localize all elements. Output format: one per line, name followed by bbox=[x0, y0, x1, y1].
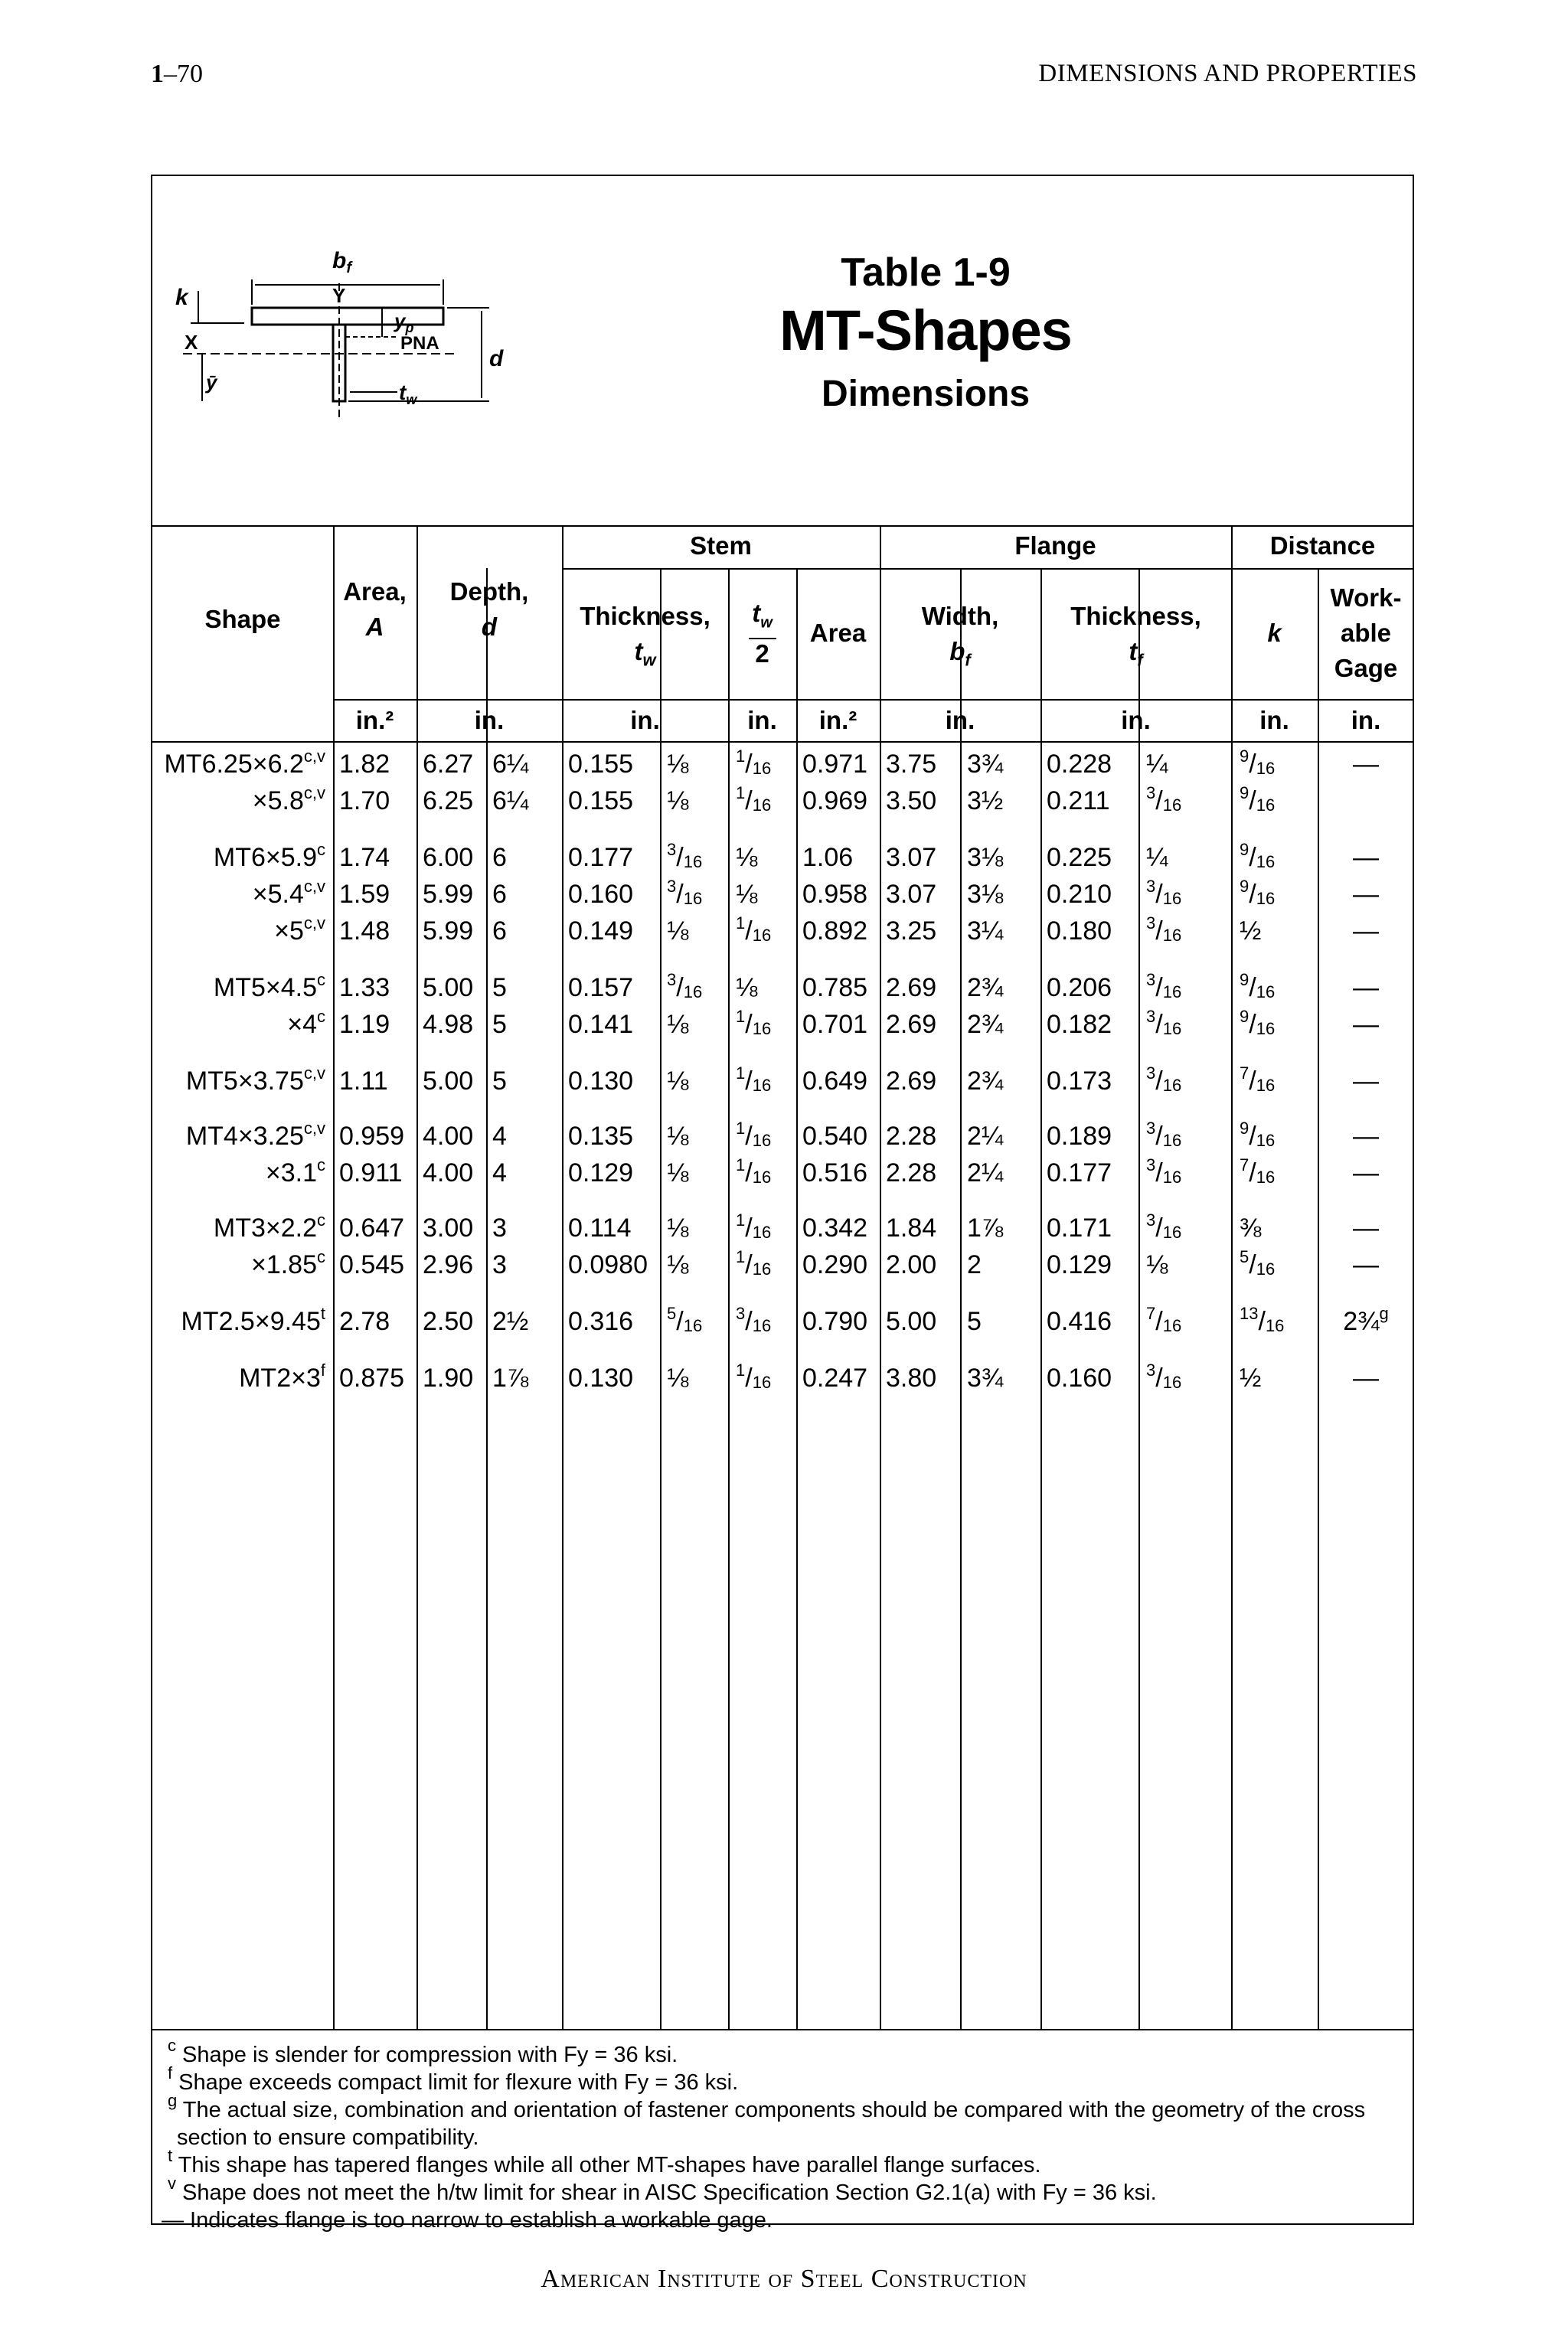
cell-k: $^7/_{16}$ bbox=[1240, 1063, 1276, 1096]
cell-k: ⅜ bbox=[1240, 1214, 1262, 1243]
cell-gage: 2¾$^g$ bbox=[1343, 1304, 1389, 1336]
cell-area: 0.785 bbox=[802, 973, 868, 1002]
cell-bff: 3¼ bbox=[967, 916, 1004, 946]
cell-A: 1.59 bbox=[339, 880, 390, 909]
cell-k: ½ bbox=[1240, 916, 1262, 946]
cell-twf: ⅛ bbox=[667, 1067, 689, 1096]
cell-twf: $^3/_{16}$ bbox=[667, 840, 703, 872]
cell-tff: $^3/_{16}$ bbox=[1146, 970, 1182, 1002]
shape-designation: $\times 4^c$ bbox=[287, 1007, 325, 1039]
page-header bbox=[151, 60, 1417, 90]
cell-twf: $^3/_{16}$ bbox=[667, 970, 703, 1002]
cell-gage: — bbox=[1353, 1214, 1379, 1243]
cell-tw2: $^1/_{16}$ bbox=[736, 1247, 772, 1279]
cell-A: 0.959 bbox=[339, 1122, 405, 1151]
cell-tff: $^3/_{16}$ bbox=[1146, 1155, 1182, 1187]
cell-A: 1.70 bbox=[339, 786, 390, 815]
unit-area: in.² bbox=[355, 706, 394, 734]
cell-df: 6 bbox=[492, 916, 507, 946]
cell-bf: 2.69 bbox=[886, 1010, 937, 1039]
cell-tf: 0.171 bbox=[1047, 1214, 1112, 1243]
cell-tw2: $^1/_{16}$ bbox=[736, 783, 772, 815]
cell-d: 3.00 bbox=[423, 1214, 474, 1243]
cell-area: 0.971 bbox=[802, 750, 868, 779]
cell-bf: 3.07 bbox=[886, 880, 937, 909]
cell-d: 1.90 bbox=[423, 1364, 474, 1393]
d-label: d bbox=[489, 346, 504, 371]
unit-tw2: in. bbox=[747, 706, 777, 734]
table-titles bbox=[581, 250, 1270, 423]
section-title: DIMENSIONS AND PROPERTIES bbox=[1038, 60, 1417, 87]
cell-tff: $^3/_{16}$ bbox=[1146, 913, 1182, 946]
shape-designation: $MT4\times 3.25^{c,v}$ bbox=[185, 1119, 325, 1151]
shape-designation: $MT2\times 3^f$ bbox=[239, 1361, 325, 1393]
footnote: — Indicates flange is too narrow to establish a workable gage. bbox=[162, 2208, 773, 2233]
cell-gage: — bbox=[1353, 750, 1379, 779]
page-number: 1–70 bbox=[151, 60, 203, 88]
cell-bff: 2¾ bbox=[967, 1010, 1004, 1039]
cell-tf: 0.173 bbox=[1047, 1067, 1112, 1096]
unit-stem-area: in.² bbox=[818, 706, 858, 734]
cell-tw: 0.149 bbox=[568, 916, 634, 946]
cell-tw: 0.114 bbox=[568, 1214, 632, 1243]
cell-df: 5 bbox=[492, 1067, 507, 1096]
shape-designation: MT5×4.5$^c$ bbox=[213, 970, 325, 1002]
cell-A: 0.911 bbox=[339, 1158, 403, 1187]
cell-bff: 3⅛ bbox=[967, 880, 1004, 909]
cell-bff: 3¾ bbox=[967, 1364, 1004, 1393]
cell-df: 6 bbox=[492, 843, 507, 872]
cell-A: 0.647 bbox=[339, 1214, 405, 1243]
cell-df: 6¼ bbox=[492, 786, 529, 815]
cell-d: 4.98 bbox=[423, 1010, 474, 1039]
header-flange: Flange bbox=[1014, 531, 1096, 560]
cell-k: ½ bbox=[1240, 1364, 1262, 1393]
cell-area: 0.290 bbox=[802, 1250, 868, 1279]
cell-k: $^9/_{16}$ bbox=[1240, 783, 1276, 815]
table-frame bbox=[151, 175, 1414, 2233]
cell-bff: 2¾ bbox=[967, 973, 1004, 1002]
cell-twf: ⅛ bbox=[667, 786, 689, 815]
yp-label: $y_p$ bbox=[394, 309, 414, 335]
cell-k: $^9/_{16}$ bbox=[1240, 746, 1276, 779]
cell-k: $^9/_{16}$ bbox=[1240, 1007, 1276, 1039]
cell-A: 1.19 bbox=[339, 1010, 390, 1039]
cell-tw2: $^1/_{16}$ bbox=[736, 1210, 772, 1243]
cell-df: 4 bbox=[492, 1122, 507, 1151]
shape-designation: MT3×2.2$^c$ bbox=[213, 1210, 325, 1243]
cell-area: 0.892 bbox=[802, 916, 868, 946]
cell-area: 0.958 bbox=[802, 880, 868, 909]
cell-A: 1.82 bbox=[339, 750, 390, 779]
cell-area: 1.06 bbox=[802, 843, 854, 872]
cell-bf: 3.80 bbox=[886, 1364, 937, 1393]
header-k: k bbox=[1267, 619, 1282, 647]
cell-A: 1.48 bbox=[339, 916, 390, 946]
cell-gage: — bbox=[1353, 1067, 1379, 1096]
cell-tw2: $^3/_{16}$ bbox=[736, 1304, 772, 1336]
cell-tw2: ⅛ bbox=[736, 843, 758, 872]
cell-gage: — bbox=[1353, 1010, 1379, 1039]
cell-d: 4.00 bbox=[423, 1122, 474, 1151]
mt-shape-diagram bbox=[168, 237, 566, 436]
cell-bff: 5 bbox=[967, 1307, 982, 1336]
cell-twf: $^3/_{16}$ bbox=[667, 877, 703, 909]
cell-gage: — bbox=[1353, 973, 1379, 1002]
cell-d: 6.00 bbox=[423, 843, 474, 872]
cell-bf: 2.69 bbox=[886, 973, 937, 1002]
header-shape: Shape bbox=[204, 605, 281, 633]
cell-tw: 0.155 bbox=[568, 750, 634, 779]
header-stem-thickness: Thickness, $t_w$ bbox=[580, 602, 710, 670]
cell-twf: ⅛ bbox=[667, 750, 689, 779]
cell-A: 1.74 bbox=[339, 843, 390, 872]
header-flange-width: Width, $b_f$ bbox=[921, 602, 999, 670]
cell-A: 1.11 bbox=[339, 1067, 388, 1096]
cell-tw2: $^1/_{16}$ bbox=[736, 1155, 772, 1187]
cell-d: 2.50 bbox=[423, 1307, 474, 1336]
cell-bff: 2¾ bbox=[967, 1067, 1004, 1096]
cell-bff: 3½ bbox=[967, 786, 1004, 815]
cell-tf: 0.206 bbox=[1047, 973, 1112, 1002]
cell-d: 6.25 bbox=[423, 786, 474, 815]
cell-tw2: $^1/_{16}$ bbox=[736, 1119, 772, 1151]
k-label: k bbox=[175, 285, 188, 310]
header-stem-area: Area bbox=[809, 619, 867, 647]
cell-gage: — bbox=[1353, 1158, 1379, 1187]
unit-stem-thickness: in. bbox=[630, 706, 660, 734]
cell-tff: ¼ bbox=[1146, 843, 1168, 872]
cell-df: 5 bbox=[492, 1010, 507, 1039]
cell-tw: 0.155 bbox=[568, 786, 634, 815]
cell-bff: 2 bbox=[967, 1250, 982, 1279]
cell-df: 1⅞ bbox=[492, 1364, 529, 1393]
cell-tff: $^3/_{16}$ bbox=[1146, 1007, 1182, 1039]
cell-A: 1.33 bbox=[339, 973, 390, 1002]
cell-A: 0.545 bbox=[339, 1250, 405, 1279]
cell-bf: 3.75 bbox=[886, 750, 937, 779]
cell-bf: 1.84 bbox=[886, 1214, 937, 1243]
cell-tf: 0.210 bbox=[1047, 880, 1112, 909]
shape-designation: $\times 5.4^{c,v}$ bbox=[252, 877, 325, 909]
cell-tw: 0.130 bbox=[568, 1067, 634, 1096]
cell-tf: 0.177 bbox=[1047, 1158, 1112, 1187]
cell-tw: 0.177 bbox=[568, 843, 634, 872]
header-area: Area, A bbox=[343, 577, 407, 641]
shape-designation: $\times 5.8^{c,v}$ bbox=[252, 783, 325, 815]
cell-k: $^9/_{16}$ bbox=[1240, 1119, 1276, 1151]
cell-tff: $^3/_{16}$ bbox=[1146, 1063, 1182, 1096]
shape-designation: $MT6.25\times 6.2^{c,v}$ bbox=[164, 746, 325, 779]
cell-d: 5.99 bbox=[423, 916, 474, 946]
footnote: $^v$ Shape does not meet the h/tw limit for shear in AISC Specification Section G2.1(a) with Fy = 36 ksi. bbox=[168, 2174, 1157, 2205]
cell-bf: 3.25 bbox=[886, 916, 937, 946]
cell-twf: ⅛ bbox=[667, 1250, 689, 1279]
cell-tff: $^3/_{16}$ bbox=[1146, 1361, 1182, 1393]
cell-area: 0.701 bbox=[802, 1010, 868, 1039]
cell-twf: ⅛ bbox=[667, 1122, 689, 1151]
cell-k: $^9/_{16}$ bbox=[1240, 877, 1276, 909]
table-name: MT-Shapes bbox=[779, 299, 1072, 362]
ybar-label: ȳ bbox=[206, 371, 217, 394]
header-depth: Depth, d bbox=[449, 577, 529, 641]
footnote: $^f$ Shape exceeds compact limit for flexure with Fy = 36 ksi. bbox=[168, 2063, 739, 2095]
cell-tw2: $^1/_{16}$ bbox=[736, 746, 772, 779]
cell-bff: 3⅛ bbox=[967, 843, 1004, 872]
cell-area: 0.247 bbox=[802, 1364, 868, 1393]
cell-A: 0.875 bbox=[339, 1364, 405, 1393]
cell-tff: $^3/_{16}$ bbox=[1146, 1119, 1182, 1151]
cell-tff: ⅛ bbox=[1146, 1250, 1168, 1279]
unit-gage: in. bbox=[1351, 706, 1381, 734]
cell-tw: 0.316 bbox=[568, 1307, 634, 1336]
pna-label: PNA bbox=[400, 333, 439, 354]
cell-tw: 0.160 bbox=[568, 880, 634, 909]
cell-bff: 3¾ bbox=[967, 750, 1004, 779]
header-tw-over-2: $t_w$ 2 bbox=[728, 599, 796, 668]
cell-tf: 0.416 bbox=[1047, 1307, 1112, 1336]
header-workable-gage: Work- able Gage bbox=[1330, 583, 1402, 682]
cell-twf: ⅛ bbox=[667, 1158, 689, 1187]
header-flange-thickness: Thickness, $t_f$ bbox=[1070, 602, 1201, 670]
cell-tw2: $^1/_{16}$ bbox=[736, 1361, 772, 1393]
cell-bff: 2¼ bbox=[967, 1122, 1004, 1151]
cell-tw2: $^1/_{16}$ bbox=[736, 1063, 772, 1096]
footnote: $^t$ This shape has tapered flanges while all other MT-shapes have parallel flange surfaces. bbox=[168, 2146, 1041, 2177]
cell-twf: ⅛ bbox=[667, 1364, 689, 1393]
page-footer: American Institute of Steel Construction bbox=[541, 2265, 1027, 2293]
cell-twf: ⅛ bbox=[667, 916, 689, 946]
cell-tf: 0.228 bbox=[1047, 750, 1112, 779]
bf-label: $b_f$ bbox=[332, 248, 351, 276]
title-block bbox=[152, 176, 1413, 527]
cell-tw2: ⅛ bbox=[736, 973, 758, 1002]
cell-tw: 0.141 bbox=[568, 1010, 634, 1039]
cell-bf: 2.69 bbox=[886, 1067, 937, 1096]
cell-twf: ⅛ bbox=[667, 1214, 689, 1243]
cell-tf: 0.189 bbox=[1047, 1122, 1112, 1151]
cell-area: 0.540 bbox=[802, 1122, 868, 1151]
cell-bf: 3.50 bbox=[886, 786, 937, 815]
shape-designation: $MT2.5\times 9.45^t$ bbox=[181, 1304, 325, 1336]
shape-designation: $MT5\times 3.75^{c,v}$ bbox=[185, 1063, 325, 1096]
footnote: $^g$ The actual size, combination and orientation of fastener components should be compared with the geometry of the cross section to ensure compatibility. bbox=[168, 2091, 1366, 2150]
cell-tw: 0.130 bbox=[568, 1364, 634, 1393]
footnote: $^c$ Shape is slender for compression with Fy = 36 ksi. bbox=[168, 2036, 678, 2067]
cell-tf: 0.225 bbox=[1047, 843, 1112, 872]
cell-bff: 1⅞ bbox=[967, 1214, 1004, 1243]
cell-d: 6.27 bbox=[423, 750, 474, 779]
cell-area: 0.969 bbox=[802, 786, 868, 815]
header-stem: Stem bbox=[690, 531, 752, 560]
cell-area: 0.516 bbox=[802, 1158, 868, 1187]
shape-designation: ×1.85$^c$ bbox=[250, 1247, 325, 1279]
cell-bff: 2¼ bbox=[967, 1158, 1004, 1187]
cell-d: 5.00 bbox=[423, 973, 474, 1002]
unit-k: in. bbox=[1259, 706, 1289, 734]
cell-d: 5.99 bbox=[423, 880, 474, 909]
cell-bf: 3.07 bbox=[886, 843, 937, 872]
cell-gage: — bbox=[1353, 880, 1379, 909]
cell-gage: — bbox=[1353, 1122, 1379, 1151]
cell-tw: 0.0980 bbox=[568, 1250, 648, 1279]
cell-tff: $^3/_{16}$ bbox=[1146, 1210, 1182, 1243]
cell-df: 5 bbox=[492, 973, 507, 1002]
cell-df: 3 bbox=[492, 1250, 507, 1279]
cell-tf: 0.160 bbox=[1047, 1364, 1112, 1393]
footnotes bbox=[152, 2029, 1413, 2233]
shape-designation: ×3.1$^c$ bbox=[265, 1155, 325, 1187]
tw-label: $t_w$ bbox=[399, 381, 417, 407]
cell-tff: $^3/_{16}$ bbox=[1146, 877, 1182, 909]
shape-designation: $\times 5^{c,v}$ bbox=[274, 913, 325, 946]
cell-bf: 2.28 bbox=[886, 1158, 937, 1187]
cell-d: 4.00 bbox=[423, 1158, 474, 1187]
cell-k: $^5/_{16}$ bbox=[1240, 1247, 1276, 1279]
cell-gage: — bbox=[1353, 1250, 1379, 1279]
cell-tff: $^7/_{16}$ bbox=[1146, 1304, 1182, 1336]
cell-area: 0.790 bbox=[802, 1307, 868, 1336]
cell-tw: 0.129 bbox=[568, 1158, 634, 1187]
cell-tw: 0.157 bbox=[568, 973, 634, 1002]
cell-tw2: $^1/_{16}$ bbox=[736, 1007, 772, 1039]
cell-gage: — bbox=[1353, 1364, 1379, 1393]
cell-tff: $^3/_{16}$ bbox=[1146, 783, 1182, 815]
cell-d: 5.00 bbox=[423, 1067, 474, 1096]
cell-k: $^9/_{16}$ bbox=[1240, 840, 1276, 872]
cell-tf: 0.180 bbox=[1047, 916, 1112, 946]
cell-df: 2½ bbox=[492, 1307, 529, 1336]
cell-gage: — bbox=[1353, 843, 1379, 872]
dimensions-table bbox=[152, 525, 1413, 2029]
cell-tw2: ⅛ bbox=[736, 880, 758, 909]
y-axis-label: Y bbox=[332, 284, 346, 307]
cell-gage: — bbox=[1353, 916, 1379, 946]
unit-depth: in. bbox=[474, 706, 505, 734]
table-number: Table 1-9 bbox=[841, 250, 1011, 295]
cell-twf: ⅛ bbox=[667, 1010, 689, 1039]
unit-flange-width: in. bbox=[945, 706, 975, 734]
cell-df: 6 bbox=[492, 880, 507, 909]
cell-tw2: $^1/_{16}$ bbox=[736, 913, 772, 946]
unit-flange-thickness: in. bbox=[1121, 706, 1151, 734]
cell-bf: 2.28 bbox=[886, 1122, 937, 1151]
cell-A: 2.78 bbox=[339, 1307, 390, 1336]
cell-df: 6¼ bbox=[492, 750, 529, 779]
cell-tw: 0.135 bbox=[568, 1122, 634, 1151]
cell-tf: 0.211 bbox=[1047, 786, 1110, 815]
cell-tf: 0.182 bbox=[1047, 1010, 1112, 1039]
cell-tff: ¼ bbox=[1146, 750, 1168, 779]
shape-designation: MT6×5.9$^c$ bbox=[213, 840, 325, 872]
cell-d: 2.96 bbox=[423, 1250, 474, 1279]
table-subtitle: Dimensions bbox=[821, 374, 1031, 414]
cell-df: 3 bbox=[492, 1214, 507, 1243]
cell-tf: 0.129 bbox=[1047, 1250, 1112, 1279]
cell-df: 4 bbox=[492, 1158, 507, 1187]
cell-k: $^7/_{16}$ bbox=[1240, 1155, 1276, 1187]
cell-bf: 2.00 bbox=[886, 1250, 937, 1279]
header-distance: Distance bbox=[1269, 531, 1376, 560]
cell-area: 0.342 bbox=[802, 1214, 868, 1243]
cell-k: $^{13}/_{16}$ bbox=[1240, 1304, 1285, 1336]
cell-twf: $^5/_{16}$ bbox=[667, 1304, 703, 1336]
cell-bf: 5.00 bbox=[886, 1307, 937, 1336]
cell-area: 0.649 bbox=[802, 1067, 868, 1096]
x-axis-label: X bbox=[185, 331, 198, 354]
cell-k: $^9/_{16}$ bbox=[1240, 970, 1276, 1002]
